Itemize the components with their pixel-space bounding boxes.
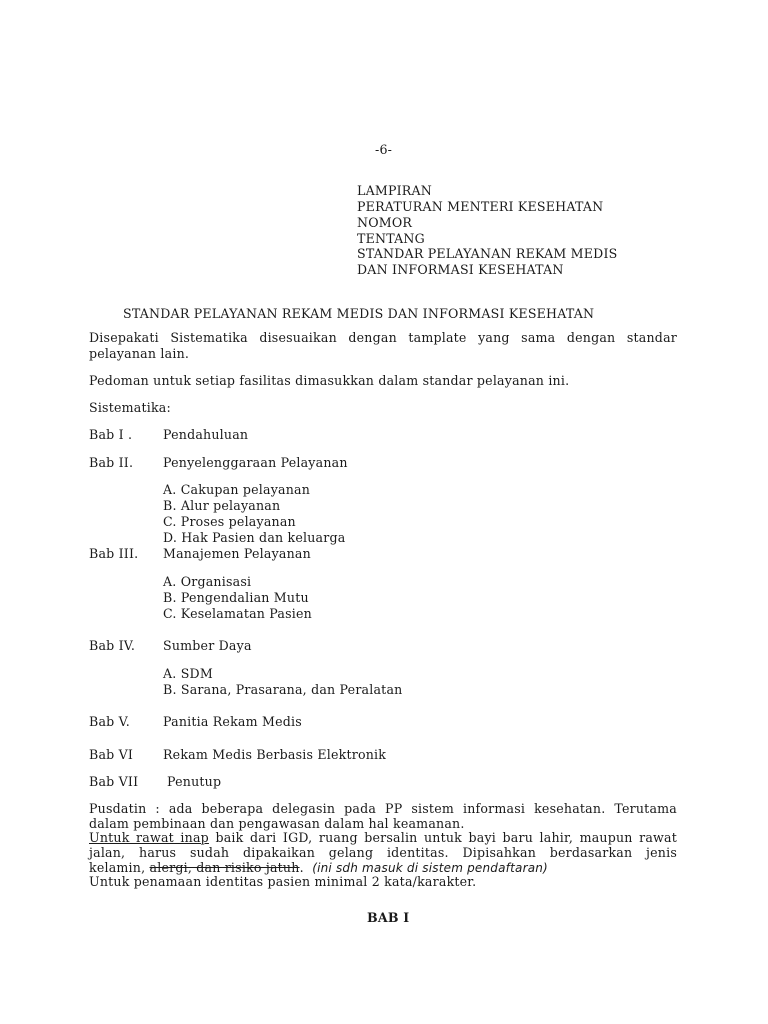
chapter-number: Bab VII [89, 774, 139, 789]
chapter-title: Penutup [167, 774, 222, 789]
chapter-number: Bab V. [89, 714, 130, 729]
chapter-number: Bab IV. [89, 638, 136, 653]
chapter-number: Bab III. [89, 546, 139, 561]
chapter-subitem: B. Alur pelayanan [163, 498, 281, 513]
note-text: kelamin, [89, 860, 150, 875]
chapter-title: Pendahuluan [163, 427, 249, 442]
note-line [89, 860, 548, 875]
chapter-title: Sumber Daya [163, 638, 252, 653]
note-line [89, 830, 677, 845]
intro-paragraph-line: pelayanan lain. [89, 346, 190, 361]
italic-comment: (ini sdh masuk di sistem pendaftaran) [312, 861, 548, 875]
page-number: -6- [375, 142, 393, 157]
intro-paragraph: Pedoman untuk setiap fasilitas dimasukkan dalam standar pelayanan ini. [89, 373, 570, 388]
header-line: STANDAR PELAYANAN REKAM MEDIS [357, 246, 618, 261]
note-line: jalan, harus sudah dipakaikan gelang identitas. Dipisahkan berdasarkan jenis [89, 845, 677, 860]
chapter-number: Bab II. [89, 455, 134, 470]
next-chapter-heading: BAB I [367, 910, 410, 925]
note-line: Untuk penamaan identitas pasien minimal 2 kata/karakter. [89, 874, 477, 889]
chapter-subitem: A. Organisasi [163, 574, 252, 589]
chapter-subitem: B. Sarana, Prasarana, dan Peralatan [163, 682, 403, 697]
document-title: STANDAR PELAYANAN REKAM MEDIS DAN INFORMASI KESEHATAN [123, 306, 595, 321]
chapter-subitem: B. Pengendalian Mutu [163, 590, 309, 605]
header-line: PERATURAN MENTERI KESEHATAN [357, 199, 604, 214]
chapter-subitem: A. Cakupan pelayanan [163, 482, 311, 497]
underlined-text: Untuk rawat inap [89, 830, 209, 845]
chapter-subitem: D. Hak Pasien dan keluarga [163, 530, 346, 545]
chapter-title: Rekam Medis Berbasis Elektronik [163, 747, 387, 762]
intro-paragraph-line: Disepakati Sistematika disesuaikan dengan tamplate yang sama dengan standar [89, 330, 677, 345]
chapter-number: Bab VI [89, 747, 134, 762]
systematics-label: Sistematika: [89, 400, 171, 415]
header-line: TENTANG [357, 231, 425, 246]
chapter-subitem: C. Proses pelayanan [163, 514, 296, 529]
chapter-title: Panitia Rekam Medis [163, 714, 302, 729]
note-text: . [299, 860, 313, 875]
chapter-subitem: A. SDM [163, 666, 213, 681]
note-text: baik dari IGD, ruang bersalin untuk bayi baru lahir, maupun rawat [208, 830, 677, 845]
chapter-title: Penyelenggaraan Pelayanan [163, 455, 348, 470]
chapter-subitem: C. Keselamatan Pasien [163, 606, 312, 621]
note-line: Pusdatin : ada beberapa delegasin pada PP sistem informasi kesehatan. Terutama [89, 801, 677, 816]
strikethrough-text: alergi, dan risiko jatuh [149, 860, 300, 875]
chapter-number: Bab I . [89, 427, 133, 442]
header-line: LAMPIRAN [357, 183, 432, 198]
note-line: dalam pembinaan dan pengawasan dalam hal keamanan. [89, 816, 465, 831]
chapter-title: Manajemen Pelayanan [163, 546, 311, 561]
header-line: NOMOR [357, 215, 413, 230]
header-line: DAN INFORMASI KESEHATAN [357, 262, 564, 277]
